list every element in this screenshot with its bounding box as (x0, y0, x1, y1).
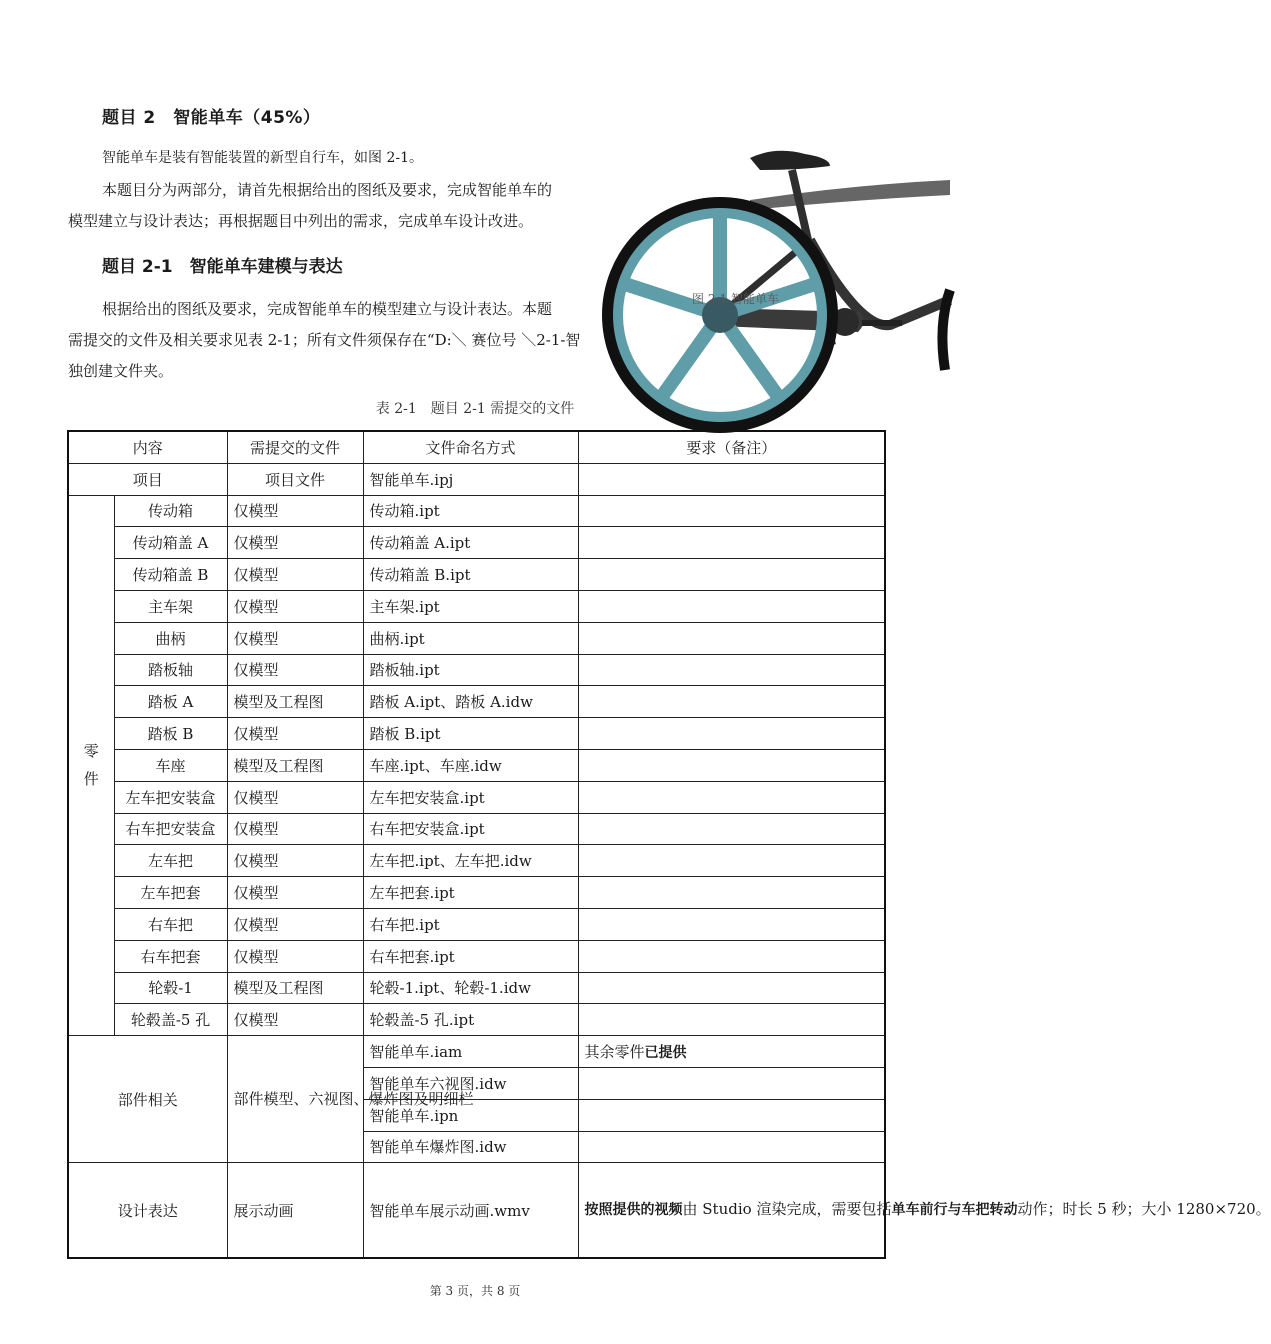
table-cell: 传动箱盖 B (114, 559, 227, 591)
group-char: 件 (83, 770, 99, 789)
table-cell: 仅模型 (227, 590, 363, 622)
note-bold: 已提供 (644, 1045, 687, 1062)
table-cell: 右车把.ipt (363, 908, 578, 940)
table-cell: 轮毂-1 (114, 972, 227, 1004)
table-cell: 曲柄 (114, 622, 227, 654)
table-cell (578, 1036, 885, 1068)
note-text: 其余零件 (584, 1043, 645, 1062)
table-cell: 左车把套.ipt (363, 877, 578, 909)
figure-caption: 图 2-1 智能单车 (692, 292, 779, 306)
table-row (68, 590, 885, 622)
table-cell (578, 718, 885, 750)
table-cell (578, 1163, 1271, 1259)
table-cell: 传动箱 (114, 495, 227, 527)
table-cell (578, 1099, 885, 1131)
table-row (68, 622, 885, 654)
table-cell: 仅模型 (227, 1004, 363, 1036)
table-cell: 智能单车.ipn (363, 1099, 578, 1131)
bicycle-image (600, 140, 950, 430)
table-cell (578, 622, 885, 654)
header-cell: 需提交的文件 (227, 431, 363, 463)
table-row (68, 654, 885, 686)
table-row (68, 1004, 885, 1036)
table-cell: 传动箱.ipt (363, 495, 578, 527)
table-cell: 智能单车爆炸图.idw (363, 1131, 578, 1163)
table-cell: 踏板 B.ipt (363, 718, 578, 750)
table-row (68, 813, 885, 845)
files-table (67, 430, 1271, 1259)
table-cell (578, 686, 885, 718)
table-cell (578, 908, 885, 940)
table-cell: 右车把套 (114, 940, 227, 972)
table-cell (578, 749, 885, 781)
table-cell: 仅模型 (227, 718, 363, 750)
table-cell: 曲柄.ipt (363, 622, 578, 654)
table-cell: 车座 (114, 749, 227, 781)
header-cell: 内容 (68, 431, 227, 463)
table-cell: 踏板 A (114, 686, 227, 718)
table-cell: 右车把安装盒.ipt (363, 813, 578, 845)
table-cell (578, 654, 885, 686)
table-cell (578, 559, 885, 591)
table-cell: 左车把.ipt、左车把.idw (363, 845, 578, 877)
table-row (68, 559, 885, 591)
table-cell: 左车把套 (114, 877, 227, 909)
table-cell (578, 1004, 885, 1036)
table-cell: 仅模型 (227, 527, 363, 559)
table-cell: 模型及工程图 (227, 972, 363, 1004)
table-cell: 主车架.ipt (363, 590, 578, 622)
table-cell: 主车架 (114, 590, 227, 622)
table-cell (578, 1131, 885, 1163)
table-cell: 设计表达 (68, 1163, 227, 1259)
table-cell: 踏板轴.ipt (363, 654, 578, 686)
table-cell: 智能单车.ipj (363, 463, 578, 495)
table-cell: 项目 (68, 463, 227, 495)
table-row (68, 718, 885, 750)
table-cell: 车座.ipt、车座.idw (363, 749, 578, 781)
body-line1: 根据给出的图纸及要求，完成智能单车的模型建立与设计表达。本题 (102, 300, 553, 318)
table-cell (578, 590, 885, 622)
table-cell: 踏板 B (114, 718, 227, 750)
table-cell: 左车把安装盒 (114, 781, 227, 813)
table-caption: 表 2-1 题目 2-1 需提交的文件 (375, 401, 575, 417)
table-cell: 传动箱盖 A.ipt (363, 527, 578, 559)
table-cell: 仅模型 (227, 781, 363, 813)
table-cell: 部件模型、六视图、爆炸图及明细栏 (227, 1036, 363, 1163)
table-cell: 展示动画 (227, 1163, 363, 1259)
table-row (68, 1036, 885, 1068)
table-row (68, 749, 885, 781)
header-cell: 要求（备注） (578, 431, 885, 463)
intro-text: 智能单车是装有智能装置的新型自行车，如图 2-1。 (102, 150, 423, 166)
group-char: 零 (83, 742, 99, 761)
table-cell: 仅模型 (227, 495, 363, 527)
table-cell: 智能单车六视图.idw (363, 1067, 578, 1099)
table-row (68, 527, 885, 559)
table-cell (578, 940, 885, 972)
table-cell: 右车把安装盒 (114, 813, 227, 845)
table-row (68, 781, 885, 813)
table-row (68, 877, 885, 909)
table-cell: 传动箱盖 A (114, 527, 227, 559)
table-cell: 仅模型 (227, 654, 363, 686)
table-header-row (68, 431, 885, 463)
subsection-heading: 题目 2-1 智能单车建模与表达 (102, 257, 343, 277)
section-heading: 题目 2 智能单车（45%） (102, 108, 321, 128)
table-cell (578, 781, 885, 813)
table-cell (578, 813, 885, 845)
table-cell: 右车把套.ipt (363, 940, 578, 972)
table-row (68, 495, 885, 527)
table-row (68, 1163, 885, 1259)
table-cell: 右车把 (114, 908, 227, 940)
table-cell: 仅模型 (227, 559, 363, 591)
table-row (68, 940, 885, 972)
table-row (68, 686, 885, 718)
table-cell (578, 877, 885, 909)
intro-paragraph-line1: 本题目分为两部分，请首先根据给出的图纸及要求，完成智能单车的 (102, 181, 553, 199)
table-cell (578, 495, 885, 527)
table-cell: 仅模型 (227, 877, 363, 909)
table-cell: 轮毂盖-5 孔 (114, 1004, 227, 1036)
table-row (68, 972, 885, 1004)
note-text: 动作；时长 5 秒；大小 1280×720。 (1017, 1200, 1271, 1219)
table-cell: 模型及工程图 (227, 686, 363, 718)
table-cell: 部件相关 (68, 1036, 227, 1163)
parts-group-label (68, 495, 114, 1036)
table-cell: 踏板轴 (114, 654, 227, 686)
table-cell: 项目文件 (227, 463, 363, 495)
note-text: 由 Studio 渲染完成，需要包括 (682, 1200, 892, 1219)
intro-paragraph-line2: 模型建立与设计表达；再根据题目中列出的需求，完成单车设计改进。 (68, 212, 534, 230)
body-line2: 需提交的文件及相关要求见表 2-1；所有文件须保存在“D:＼ 赛位号 ＼2-1-智 (68, 331, 581, 349)
table-cell: 仅模型 (227, 845, 363, 877)
table-cell: 模型及工程图 (227, 749, 363, 781)
table-cell: 仅模型 (227, 813, 363, 845)
note-bold: 单车前行与车把转动 (891, 1202, 1018, 1219)
table-cell: 仅模型 (227, 940, 363, 972)
table-cell: 轮毂盖-5 孔.ipt (363, 1004, 578, 1036)
table-cell: 智能单车.iam (363, 1036, 578, 1068)
table-cell: 仅模型 (227, 908, 363, 940)
table-cell (578, 845, 885, 877)
table-cell: 左车把 (114, 845, 227, 877)
table-cell: 仅模型 (227, 622, 363, 654)
table-cell: 轮毂-1.ipt、轮毂-1.idw (363, 972, 578, 1004)
page-footer: 第 3 页，共 8 页 (429, 1284, 521, 1298)
table-cell (578, 972, 885, 1004)
table-row (68, 845, 885, 877)
table-cell: 智能单车展示动画.wmv (363, 1163, 578, 1259)
table-cell (578, 527, 885, 559)
note-bold: 按照提供的视频 (584, 1202, 683, 1219)
body-line3: 独创建文件夹。 (68, 362, 174, 380)
table-cell: 传动箱盖 B.ipt (363, 559, 578, 591)
table-cell (578, 1067, 885, 1099)
table-cell (578, 463, 885, 495)
table-cell: 踏板 A.ipt、踏板 A.idw (363, 686, 578, 718)
header-cell: 文件命名方式 (363, 431, 578, 463)
table-cell: 左车把安装盒.ipt (363, 781, 578, 813)
table-row (68, 463, 885, 495)
table-row (68, 908, 885, 940)
